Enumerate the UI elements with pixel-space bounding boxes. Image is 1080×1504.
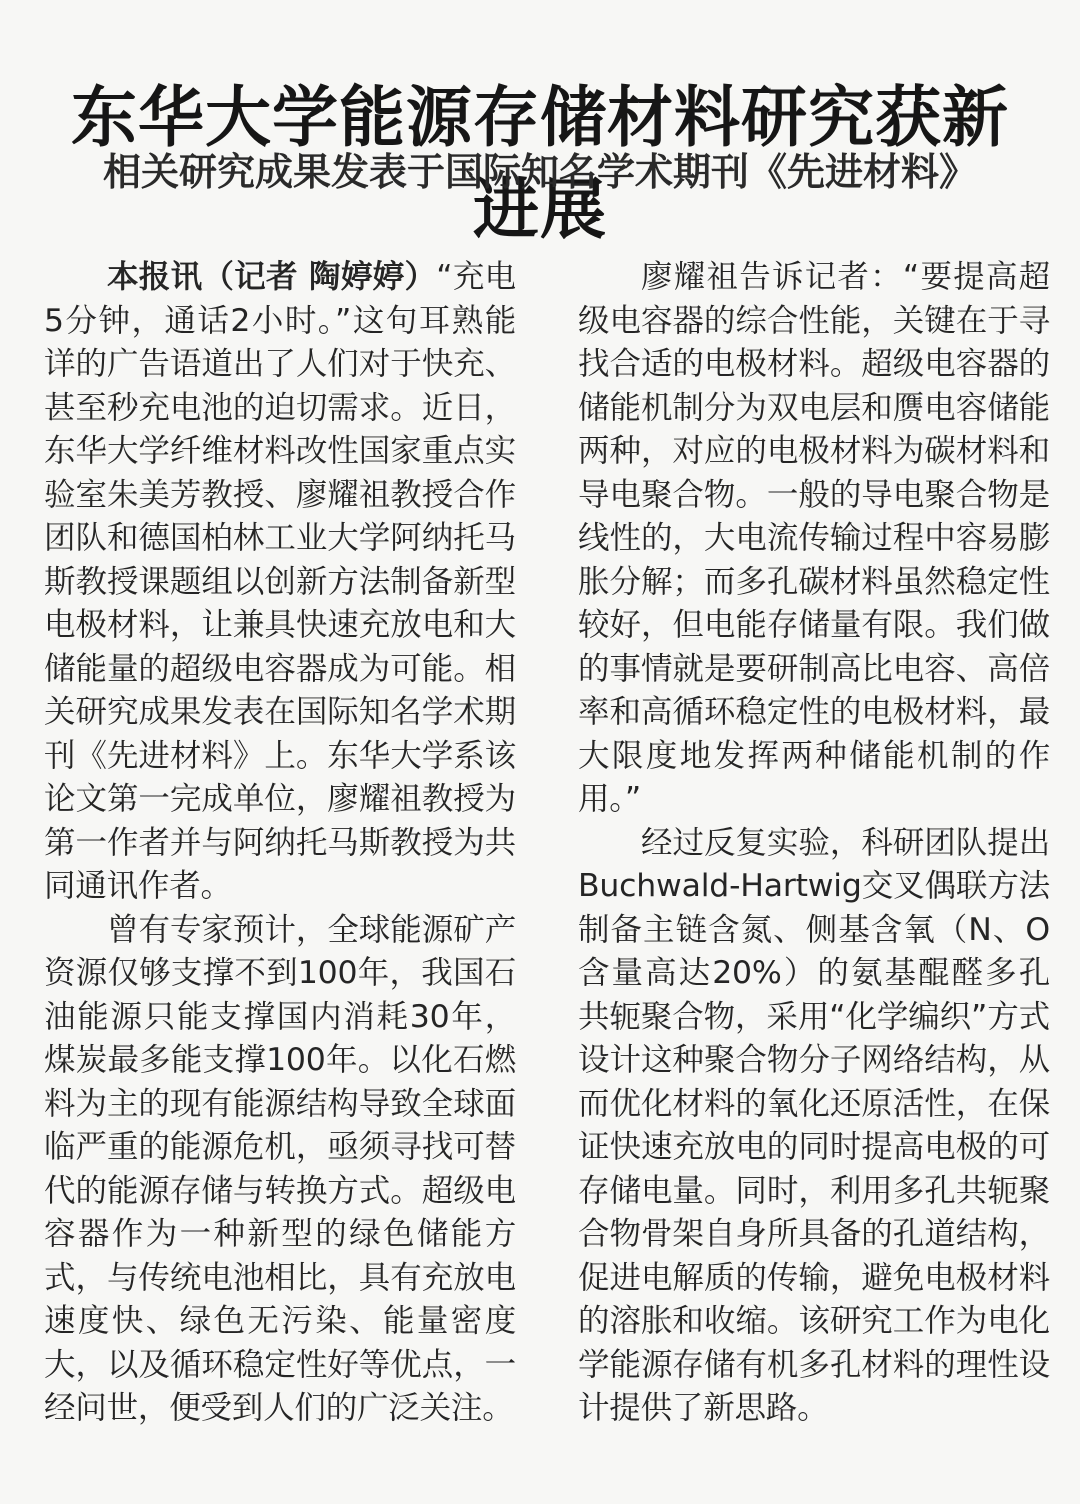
- article-subheadline: 相关研究成果发表于国际知名学术期刊《先进材料》: [102, 150, 977, 194]
- article-paragraph: [44, 256, 516, 909]
- article-column-left: [44, 256, 516, 1431]
- article-column-right: [578, 256, 1050, 1431]
- paragraph-text: “充电5分钟，通话2小时。”这句耳熟能详的广告语道出了人们对于快充、甚至秒充电池的迫切需求。近日，东华大学纤维材料改性国家重点实验室朱美芳教授、廖耀祖教授合作团队和德国柏林工业大学阿纳托马斯教授课题组以创新方法制备新型电极材料，让兼具快速充放电和大储能量的超级电容器成为可能。相关研究成果发表在国际知名学术期刊《先进材料》上。东华大学系该论文第一完成单位，廖耀祖教授为第一作者并与阿纳托马斯教授为共同通讯作者。: [44, 259, 516, 904]
- article-byline: 本报讯（记者 陶婷婷）: [107, 259, 437, 295]
- article-paragraph: 经过反复实验，科研团队提出Buchwald-Hartwig交叉偶联方法制备主链含氮、侧基含氧（N、O含量高达20%）的氨基醌醛多孔共轭聚合物，采用“化学编织”方式设计这种聚合物分子网络结构，从而优化材料的氧化还原活性，在保证快速充放电的同时提高电极的可存储电量。同时，利用多孔共轭聚合物骨架自身所具备的孔道结构，促进电解质的传输，避免电极材料的溶胀和收缩。该研究工作为电化学能源存储有机多孔材料的理性设计提供了新思路。: [578, 824, 1050, 1426]
- article-headline: 东华大学能源存储材料研究获新进展: [71, 79, 1009, 249]
- article-paragraph: 廖耀祖告诉记者：“要提高超级电容器的综合性能，关键在于寻找合适的电极材料。超级电容器的储能机制分为双电层和赝电容储能两种，对应的电极材料为碳材料和导电聚合物。一般的导电聚合物是线性的，大电流传输过程中容易膨胀分解；而多孔碳材料虽然稳定性较好，但电能存储量有限。我们做的事情就是要研制高比电容、高倍率和高循环稳定性的电极材料，最大限度地发挥两种储能机制的作用。”: [578, 259, 1050, 817]
- article-paragraph: 曾有专家预计，全球能源矿产资源仅够支撑不到100年，我国石油能源只能支撑国内消耗30年，煤炭最多能支撑100年。以化石燃料为主的现有能源结构导致全球面临严重的能源危机，亟须寻找可替代的能源存储与转换方式。超级电容器作为一种新型的绿色储能方式，与传统电池相比，具有充放电速度快、绿色无污染、能量密度大，以及循环稳定性好等优点，一经问世，便受到人们的广泛关注。: [44, 911, 516, 1426]
